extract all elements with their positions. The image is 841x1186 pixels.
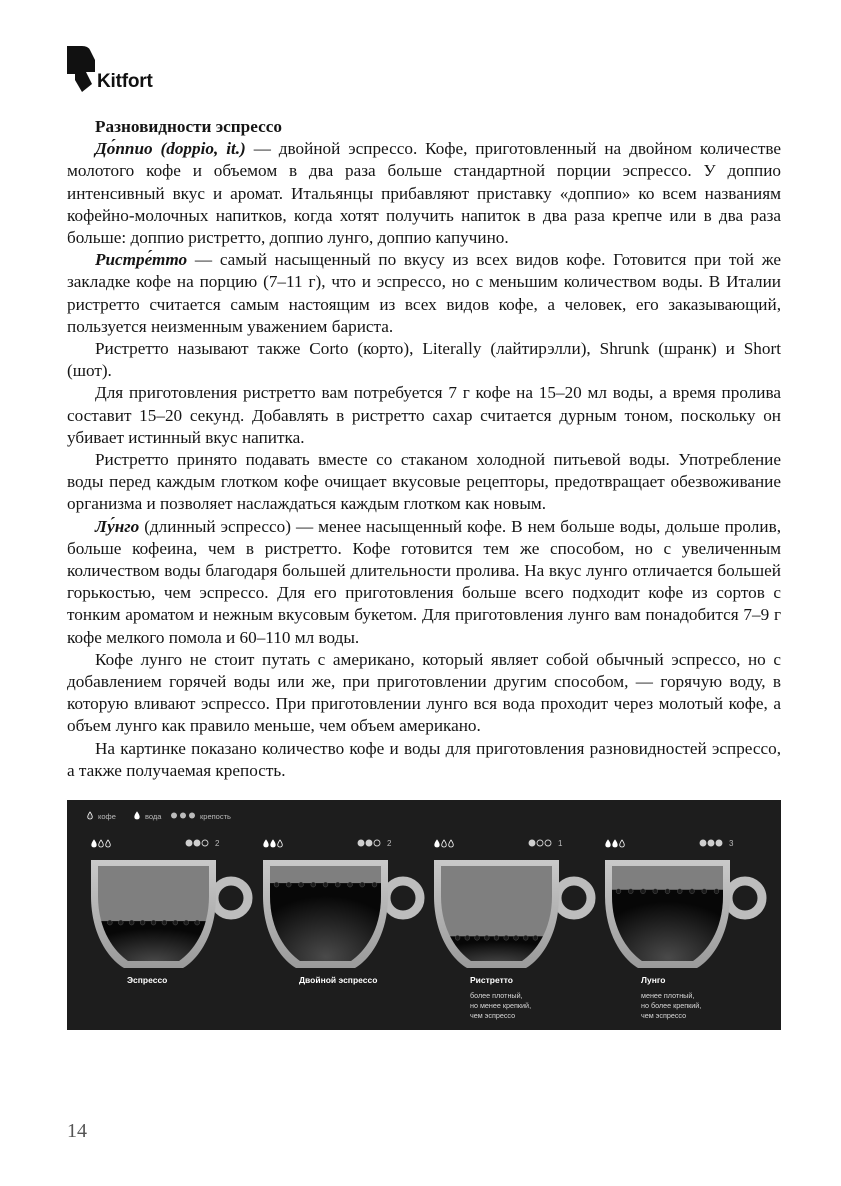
cup-name: Двойной эспрессо xyxy=(299,975,378,985)
strength-dot-icon xyxy=(529,840,535,846)
crema-bubble xyxy=(484,935,489,940)
section-title: Разновидности эспрессо xyxy=(95,117,282,136)
crema-bubble xyxy=(514,935,519,940)
crema-bubble xyxy=(335,882,340,887)
crema-bubble xyxy=(628,889,633,894)
coffee-drop-icon xyxy=(435,840,440,847)
water-drop-icon xyxy=(99,840,104,847)
strength-value: 1 xyxy=(558,839,563,848)
legend-water-label: вода xyxy=(145,812,162,821)
coffee-drop-icon xyxy=(264,840,269,847)
paragraph xyxy=(67,338,781,382)
strength-dot-icon xyxy=(716,840,722,846)
cup-note: чем эспрессо xyxy=(641,1011,687,1020)
infographic-canvas xyxy=(67,800,781,1030)
coffee-drop-icon xyxy=(613,840,618,847)
crema-bubble xyxy=(714,889,719,894)
crema-bubble xyxy=(360,882,365,887)
cup-name: Эспрессо xyxy=(127,975,168,985)
paragraph-list xyxy=(67,138,781,782)
paragraph-text: Для приготовления ристретто вам потребуется 7 г кофе на 15–20 мл воды, а время пролива составит 15–20 секунд. Добавлять в ристретто сахар считается дурным тоном, поскольку он убивает истинный вкус напитка. xyxy=(67,383,781,447)
cup-note: более плотный, xyxy=(470,991,523,1000)
strength-dot-icon xyxy=(194,840,200,846)
crema-bubble xyxy=(107,920,112,925)
strength-dot-icon xyxy=(374,840,380,846)
strength-dot-icon xyxy=(700,840,706,846)
term: До́ппио (doppio, it.) xyxy=(95,139,246,159)
crema-bubble xyxy=(523,935,528,940)
crema-bubble xyxy=(184,920,189,925)
term: Ристре́тто xyxy=(95,250,188,270)
paragraph-text: — самый насыщенный по вкусу из всех видов кофе. Готовится при той же закладке кофе на порцию (7–11 г), что и эспрессо, но с меньшим количеством воды. В Италии ристретто считается самым настоящим из всех видов кофе, а человек, его заказывающий, пользуется неизменным уважением бариста. xyxy=(67,250,781,336)
water-drop-icon xyxy=(620,840,625,847)
coffee-drop-icon xyxy=(88,812,93,819)
crema-bubble xyxy=(690,889,695,894)
water-drop-icon xyxy=(278,840,283,847)
paragraph-text: — двойной эспрессо. Кофе, приготовленный на двойном количестве молотого кофе и объемом в два раза больше стандартной порции эспрессо. У доппио интенсивный вкус и аромат. Итальянцы прибавляют приставку «доппио» ко всем названиям кофейно-молочных напитков, когда хотят получить напиток в два раза крепче или в два раза больше: доппио ристретто, доппио лунго, доппио капучино. xyxy=(67,139,781,248)
coffee-infographic xyxy=(67,800,781,1030)
cup-handle xyxy=(728,881,762,915)
coffee-drop-icon xyxy=(606,840,611,847)
cup-note: но более крепкий, xyxy=(641,1001,702,1010)
crema-bubble xyxy=(533,935,538,940)
crema-bubble xyxy=(195,920,200,925)
cup-note: но менее крепкий, xyxy=(470,1001,532,1010)
legend-strength-label: крепость xyxy=(200,812,231,821)
page-number: 14 xyxy=(67,1120,87,1142)
crema-bubble xyxy=(653,889,658,894)
crema-bubble xyxy=(118,920,123,925)
paragraph-text: На картинке показано количество кофе и воды для приготовления разновидностей эспрессо, а также получаемая крепость. xyxy=(67,738,781,780)
strength-dot-icon xyxy=(186,840,192,846)
legend-coffee-label: кофе xyxy=(98,812,116,821)
strength-dot-icon xyxy=(708,840,714,846)
strength-value: 3 xyxy=(729,839,734,848)
paragraph-text: Ристретто называют также Corto (корто), Literally (лайтирэлли), Shrunk (шранк) и Short (шот). xyxy=(67,339,781,381)
paragraph-text: Кофе лунго не стоит путать с американо, который являет собой обычный эспрессо, но с добавлением горячей воды или же, при приготовлении другим способом, — горячую воду, в которую вливают эспрессо. При приготовлении лунго вся вода проходит через молотый кофе, а объем лунго как правило меньше, чем объем американо. xyxy=(67,649,781,736)
water-drop-icon xyxy=(135,812,140,819)
paragraph xyxy=(67,249,781,338)
strength-dot-icon xyxy=(545,840,551,846)
crema-bubble xyxy=(129,920,134,925)
cup-handle xyxy=(557,881,591,915)
paragraph xyxy=(67,516,781,649)
paragraph xyxy=(67,449,781,516)
water-drop-icon xyxy=(442,840,447,847)
crema-bubble xyxy=(348,882,353,887)
crema-bubble xyxy=(173,920,178,925)
crema-bubble xyxy=(504,935,509,940)
crema-bubble xyxy=(494,935,499,940)
strength-dot-icon xyxy=(180,813,186,819)
strength-dot-icon xyxy=(366,840,372,846)
paragraph xyxy=(67,138,781,249)
brand-name: Kitfort xyxy=(97,71,153,92)
crema-bubble xyxy=(677,889,682,894)
crema-bubble xyxy=(665,889,670,894)
crema-bubble xyxy=(162,920,167,925)
kitfort-logo-icon xyxy=(66,46,96,92)
strength-value: 2 xyxy=(387,839,392,848)
crema-bubble xyxy=(702,889,707,894)
paragraph-text: Ристретто принято подавать вместе со стаканом холодной питьевой воды. Употребление воды перед каждым глотком кофе очищает вкусовые рецепторы, предотвращает обезвоживание организма и позволяет наслаждаться каждым глотком как новым. xyxy=(67,450,781,514)
coffee-drop-icon xyxy=(92,840,97,847)
strength-value: 2 xyxy=(215,839,220,848)
crema-bubble xyxy=(274,882,279,887)
strength-dot-icon xyxy=(358,840,364,846)
crema-bubble xyxy=(286,882,291,887)
cup-name: Ристретто xyxy=(470,975,513,985)
crema-bubble xyxy=(455,935,460,940)
paragraph xyxy=(67,382,781,449)
crema-bubble xyxy=(311,882,316,887)
coffee-drop-icon xyxy=(271,840,276,847)
crema-bubble xyxy=(140,920,145,925)
strength-dot-icon xyxy=(537,840,543,846)
cup-handle xyxy=(214,881,248,915)
crema-bubble xyxy=(299,882,304,887)
cup-note: менее плотный, xyxy=(641,991,695,1000)
term: Лу́нго xyxy=(95,516,140,536)
crema-bubble xyxy=(323,882,328,887)
strength-dot-icon xyxy=(189,813,195,819)
paragraph xyxy=(67,649,781,738)
crema-bubble xyxy=(616,889,621,894)
water-drop-icon xyxy=(106,840,111,847)
crema-bubble xyxy=(465,935,470,940)
article-body xyxy=(67,116,781,782)
crema-bubble xyxy=(151,920,156,925)
crema-bubble xyxy=(475,935,480,940)
strength-dot-icon xyxy=(171,813,177,819)
cup-note: чем эспрессо xyxy=(470,1011,516,1020)
paragraph-text: (длинный эспрессо) — менее насыщенный кофе. В нем больше воды, дольше пролив, больше кофеина, чем в ристретто. Кофе готовится тем же способом, но с увеличенным количеством воды благодаря большей длительности пролива. На вкус лунго отличается большей горькостью, чем эспрессо. Для его приготовления больше всего подходит кофе из сортов с тонким ароматом и нежным вкусовым букетом. Для приготовления лунго вам понадобится 7–9 г кофе мелкого помола и 60–110 мл воды. xyxy=(67,516,781,647)
paragraph xyxy=(67,738,781,782)
cup-name: Лунго xyxy=(641,975,666,985)
water-drop-icon xyxy=(449,840,454,847)
cup-handle xyxy=(386,881,420,915)
strength-dot-icon xyxy=(202,840,208,846)
crema-bubble xyxy=(641,889,646,894)
crema-bubble xyxy=(372,882,377,887)
